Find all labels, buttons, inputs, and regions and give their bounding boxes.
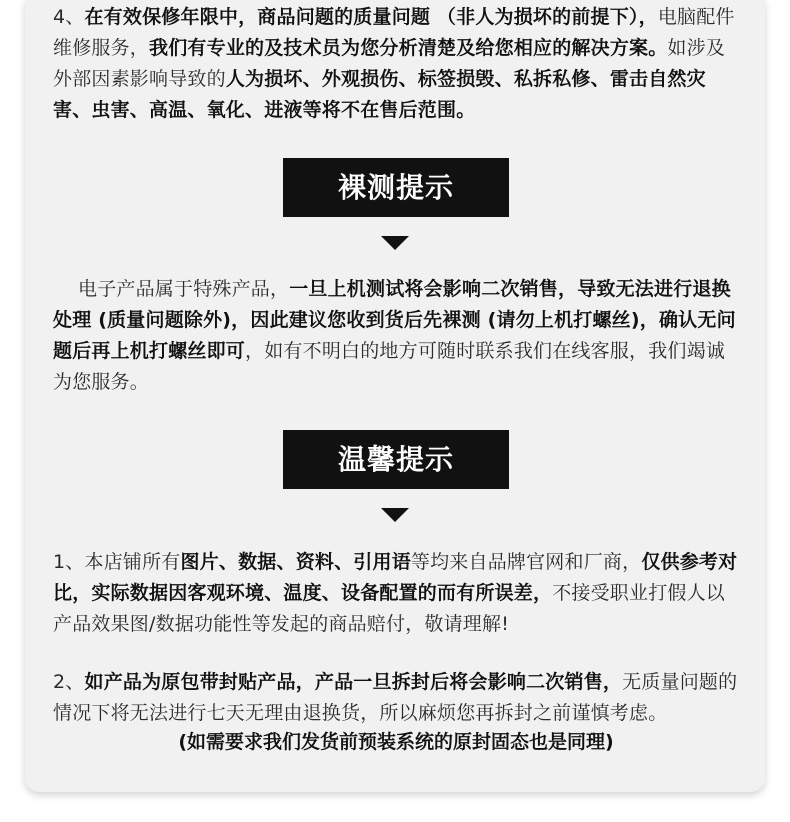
notice-paragraph-1 — [53, 547, 739, 640]
bare-test-paragraph — [53, 274, 739, 398]
notice-paragraph-2 — [53, 667, 739, 729]
notice-banner: 温馨提示 — [283, 430, 509, 489]
triangle-down-icon — [381, 508, 409, 522]
warranty-bold-1: 在有效保修年限中，商品问题的质量问题 （非人为损坏的前提下）， — [84, 6, 658, 28]
bare-test-banner: 裸测提示 — [283, 158, 509, 217]
notice2-bold: 如产品为原包带封贴产品，产品一旦拆封后将会影响二次销售， — [84, 671, 623, 693]
notice1-bold-1: 图片、数据、资料、引用语 — [180, 551, 411, 573]
info-card — [25, 0, 765, 792]
warranty-text-2: 如涉及外部因素影响导致的 — [53, 37, 726, 90]
notice1-text-1: 1、本店铺所有 — [53, 551, 181, 573]
notice2-text: 无质量问题的情况下将无法进行七天无理由退换货，所以麻烦您再拆封之前谨慎考虑。 — [53, 671, 738, 724]
warranty-bold-2: 我们有专业的及技术员为您分析清楚及给您相应的解决方案。 — [149, 37, 668, 59]
notice1-text-2: 等均来自品牌官网和厂商， — [410, 551, 642, 573]
notice2-index: 2、 — [53, 671, 85, 693]
warranty-paragraph — [53, 2, 739, 126]
bare-test-text-1: 电子产品属于特殊产品， — [78, 278, 290, 300]
bare-test-bold: 一旦上机测试将会影响二次销售，导致无法进行退换处理 (质量问题除外)，因此建议您收到货后先裸测 (请勿上机打螺丝)，确认无问题后再上机打螺丝即可 — [53, 278, 736, 362]
notice1-text-3: 不接受职业打假人以产品效果图/数据功能性等发起的商品赔付，敬请理解! — [53, 582, 726, 635]
triangle-down-icon — [381, 236, 409, 250]
warranty-bold-3: 人为损坏、外观损伤、标签损毁、私拆私修、雷击自然灾害、虫害、高温、氧化、进液等将不在售后范围。 — [53, 68, 706, 121]
preinstall-note: (如需要求我们发货前预装系统的原封固态也是同理) — [178, 731, 614, 753]
notice1-bold-2: 仅供参考对比，实际数据因客观环境、温度、设备配置的而有所误差， — [53, 551, 738, 604]
bare-test-text-2: ，如有不明白的地方可随时联系我们在线客服，我们竭诚为您服务。 — [53, 340, 726, 393]
warranty-text-1: 电脑配件维修服务， — [53, 6, 735, 59]
warranty-index: 4、 — [53, 6, 85, 28]
